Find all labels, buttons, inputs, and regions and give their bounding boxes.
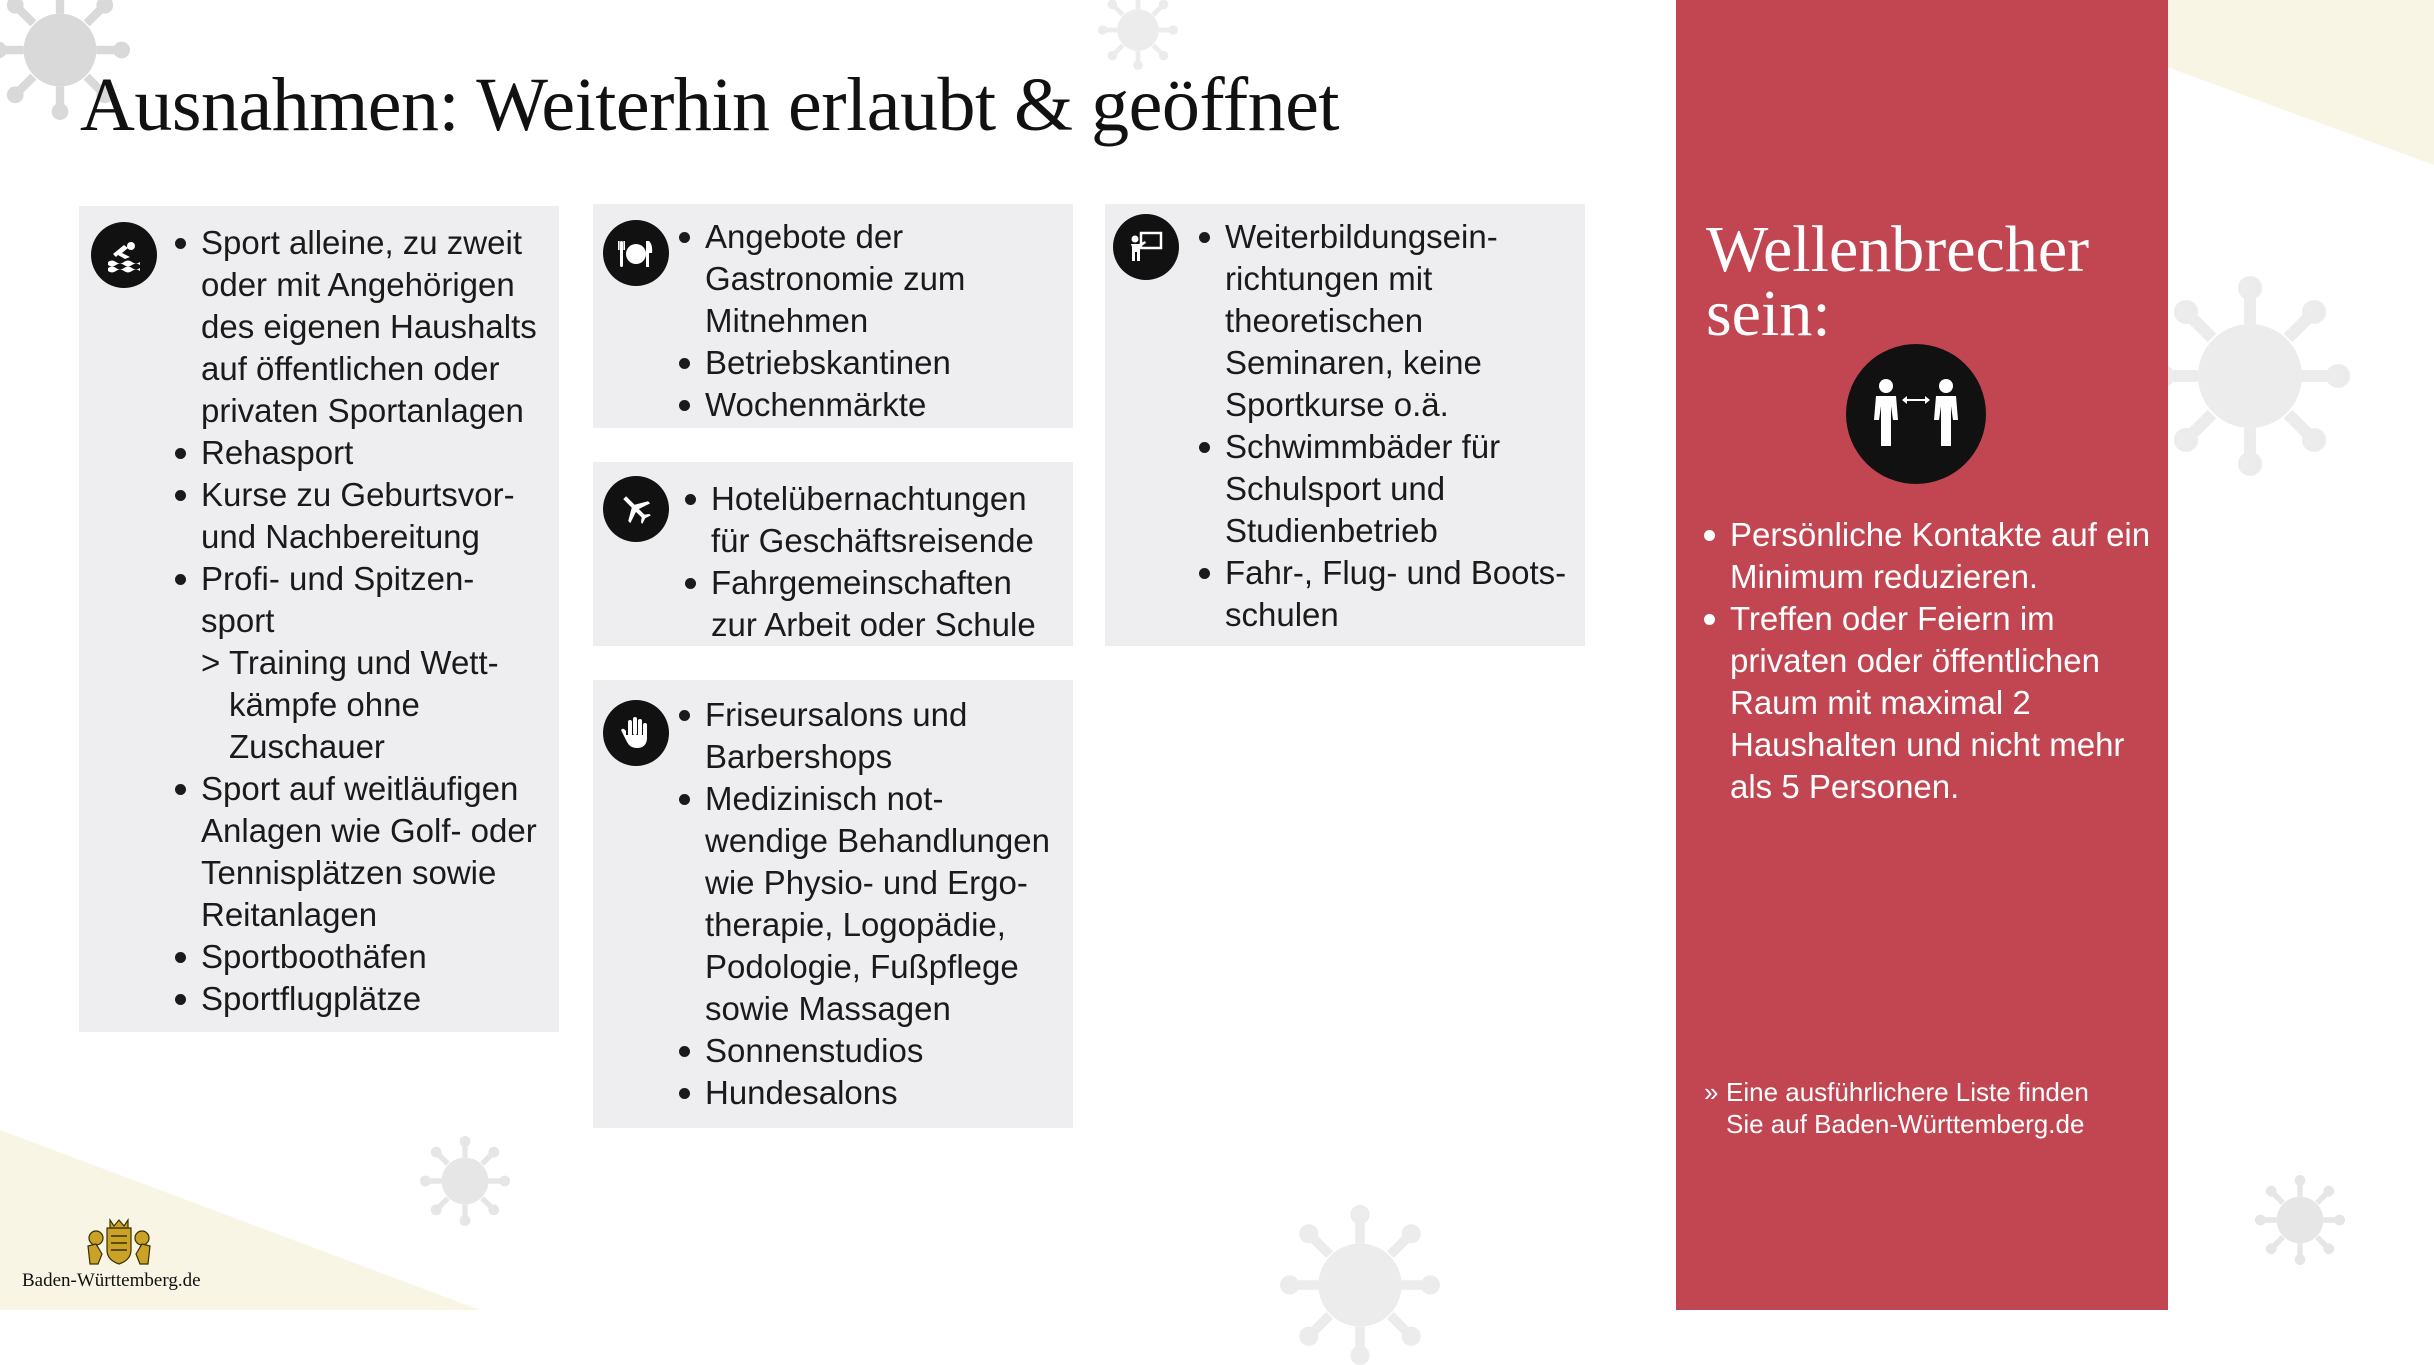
services-list [675,694,1065,1114]
list-item: Sport auf weitläufigen Anlagen wie Golf- oder Tennisplätzen sowie Reitanlagen [171,768,551,936]
panel-title: Wellenbrecher sein: [1706,213,2090,350]
list-item: Hotelübernachtungen für Geschäftsreisende [681,478,1066,562]
travel-list [681,478,1066,646]
virus-icon [2150,276,2350,476]
list-item: Hundesalons [675,1072,1065,1114]
gastro-list [675,216,1065,426]
list-item: Kurse zu Geburtsvor- und Nachbereitung [171,474,551,558]
list-item: Schwimmbäder für Schulsport und Studienbetrieb [1195,426,1580,552]
list-item: Medizinisch not- wendige Behandlungen wie Physio- und Ergo- therapie, Logopädie, Podologie, Fußpflege sowie Massagen [675,778,1065,1030]
services-box [593,680,1073,1128]
list-item: Sportflugplätze [171,978,551,1020]
more-info-text: Eine ausführlichere Liste finden Sie auf Baden-Württemberg.de [1726,1077,2089,1139]
panel-list [1702,514,2162,808]
teacher-board-icon [1113,214,1179,280]
airplane-icon [603,476,669,542]
sport-box [79,206,559,1032]
travel-box [593,462,1073,646]
plate-cutlery-icon [603,220,669,286]
sub-item-label: Training und Wett- kämpfe ohne Zuschauer [229,644,499,765]
list-item: Sport alleine, zu zweit oder mit Angehörigen des eigenen Haushalts auf öffentlichen oder privaten Sportanlagen [171,222,551,432]
list-item: Fahr-, Flug- und Boots- schulen [1195,552,1580,636]
more-info-link[interactable] [1704,1076,2124,1140]
wellenbrecher-panel [1676,0,2168,1310]
list-item: Rehasport [171,432,551,474]
list-item: Angebote der Gastronomie zum Mitnehmen [675,216,1065,342]
list-item: Weiterbildungsein- richtungen mit theoretischen Seminaren, keine Sportkurse o.ä. [1195,216,1580,426]
list-item: Friseursalons und Barbershops [675,694,1065,778]
page-title: Ausnahmen: Weiterhin erlaubt & geöffnet [80,63,1339,147]
virus-icon [420,1136,510,1226]
chevron-right-icon: » [1704,1077,1719,1107]
list-item: Wochenmärkte [675,384,1065,426]
virus-icon [1098,0,1178,70]
sub-item-arrow: > [201,644,221,681]
virus-icon [2255,1175,2345,1265]
logo-text: Baden-Württemberg.de [22,1270,201,1291]
sport-list [171,222,551,1020]
education-list [1195,216,1580,636]
sub-list-item [171,642,551,768]
hand-icon [603,700,669,766]
gastro-box [593,204,1073,428]
list-item: Sonnenstudios [675,1030,1065,1072]
list-item: Treffen oder Feiern im privaten oder öffentlichen Raum mit maximal 2 Haushalten und nicht mehr als 5 Personen. [1702,598,2162,808]
social-distance-icon [1846,344,1986,484]
list-item: Fahrgemeinschaften zur Arbeit oder Schule [681,562,1066,646]
virus-icon [1280,1205,1440,1365]
list-item: Profi- und Spitzen- sport [171,558,551,642]
list-item: Sportboothäfen [171,936,551,978]
swimmer-icon [91,222,157,288]
list-item: Betriebskantinen [675,342,1065,384]
education-box [1105,204,1585,646]
list-item: Persönliche Kontakte auf ein Minimum reduzieren. [1702,514,2162,598]
coat-of-arms-icon [76,1218,162,1270]
